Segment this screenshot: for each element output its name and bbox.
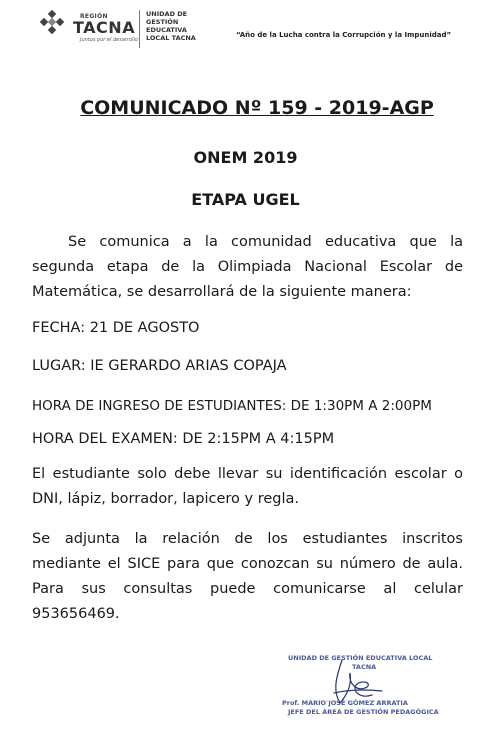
logo-region-label: REGIÓN bbox=[80, 13, 108, 20]
logo-tagline: Juntos por el desarrollo bbox=[80, 37, 138, 43]
detail-place: LUGAR: IE GERARDO ARIAS COPAJA bbox=[32, 358, 287, 374]
requirements-paragraph: El estudiante solo debe llevar su identificación escolar o DNI, lápiz, borrador, lapicero y regla. bbox=[32, 466, 463, 507]
handwritten-signature bbox=[312, 655, 392, 710]
unit-name-line: GESTIÓN bbox=[146, 18, 179, 26]
document-subtitle-stage: ETAPA UGEL bbox=[191, 190, 300, 209]
stamp-unit-line: UNIDAD DE GESTIÓN EDUCATIVA LOCAL bbox=[288, 654, 433, 662]
unit-name-line: LOCAL TACNA bbox=[146, 34, 196, 42]
stamp-official-name: Prof. MARIO JOSÉ GÓMEZ ARRATIA bbox=[282, 699, 408, 707]
detail-exam-time: HORA DEL EXAMEN: DE 2:15PM A 4:15PM bbox=[32, 431, 335, 447]
unit-name-line: EDUCATIVA bbox=[146, 26, 187, 34]
detail-entry-time: HORA DE INGRESO DE ESTUDIANTES: DE 1:30PM A 2:00PM bbox=[32, 398, 432, 414]
tacna-logo-icon bbox=[38, 10, 68, 40]
document-subtitle-onem: ONEM 2019 bbox=[193, 148, 298, 167]
stamp-official-title: JEFE DEL ÁREA DE GESTIÓN PEDAGÓGICA bbox=[288, 708, 439, 716]
stamp-city-line: TACNA bbox=[352, 663, 377, 671]
unit-name bbox=[146, 10, 196, 42]
intro-paragraph: Se comunica a la comunidad educativa que la segunda etapa de la Olimpiada Nacional Escolar de Matemática, se desarrollará de la siguiente manera: bbox=[32, 234, 463, 300]
detail-date: FECHA: 21 DE AGOSTO bbox=[32, 320, 200, 336]
year-motto: “Año de la Lucha contra la Corrupción y la Impunidad” bbox=[236, 31, 452, 39]
letterhead bbox=[0, 0, 491, 60]
logo-divider bbox=[139, 10, 140, 48]
document-title: COMUNICADO Nº 159 - 2019-AGP bbox=[80, 97, 434, 119]
closing-paragraph: Se adjunta la relación de los estudiantes inscritos mediante el SICE para que conozcan su número de aula. Para sus consultas puede comunicarse al celular 953656469. bbox=[32, 531, 463, 622]
logo-name: TACNA bbox=[73, 18, 136, 37]
unit-name-line: UNIDAD DE bbox=[146, 10, 188, 18]
